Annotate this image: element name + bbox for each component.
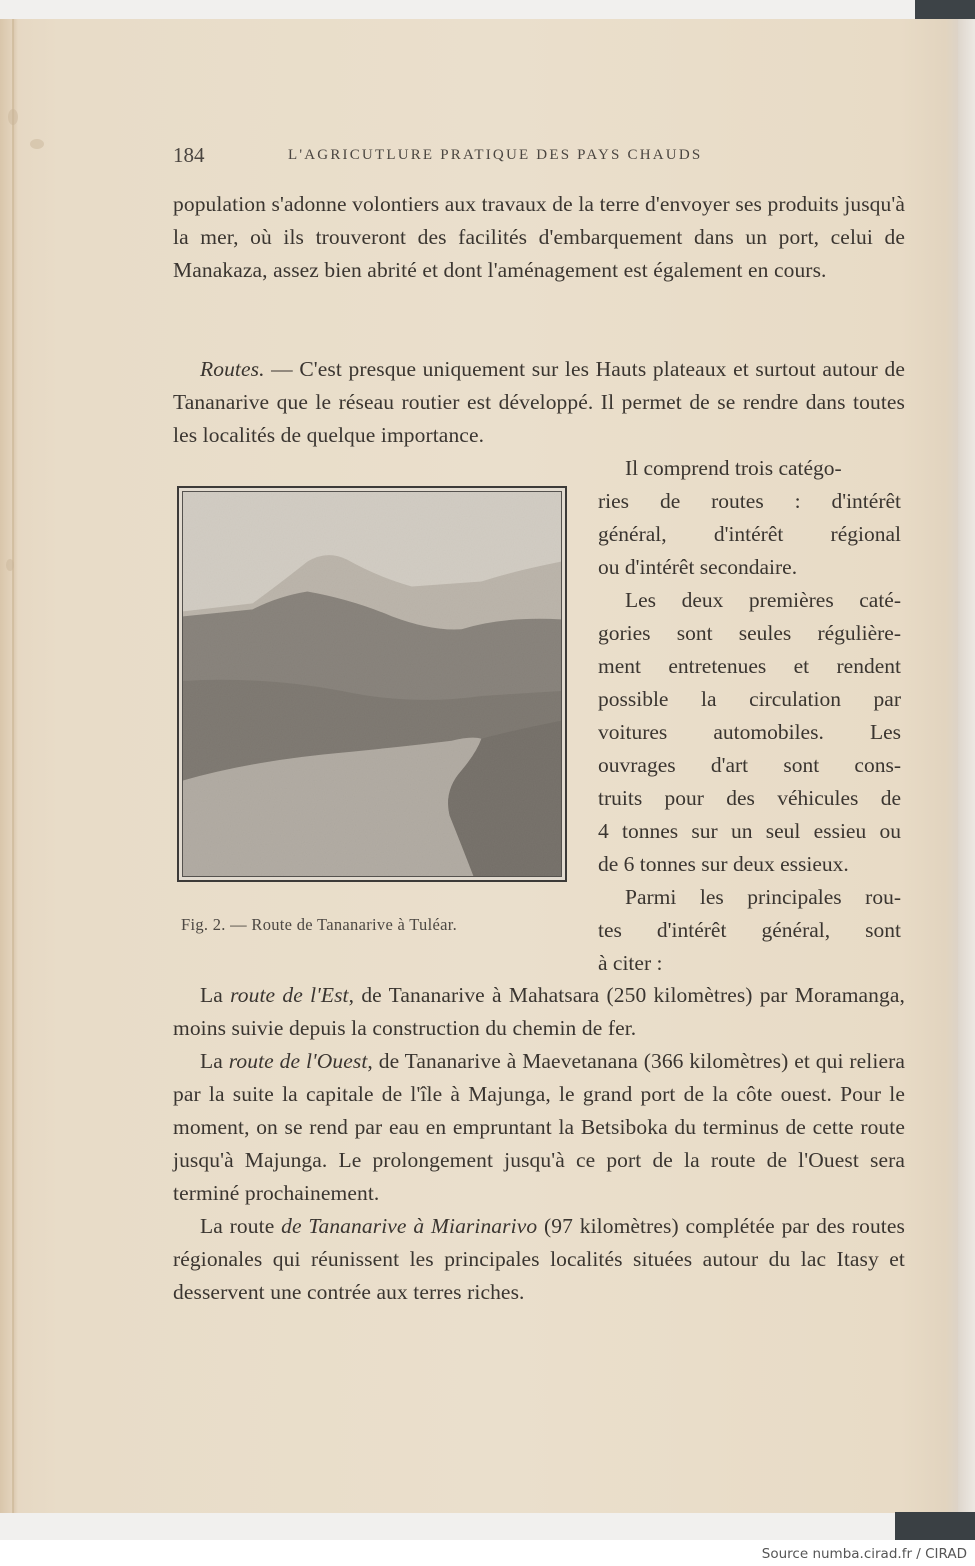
intro-text: population s'adonne volontiers aux travaux de la terre d'envoyer ses produits jusqu'à la mer, où ils trouveront des facilités d'embarquement dans un port, celui de Manakaza, assez bien abrité et dont l'aménagement est également en cours. bbox=[173, 192, 905, 282]
side-line: à citer : bbox=[598, 951, 663, 975]
paragraph-intro bbox=[173, 188, 905, 287]
miar-prefix: La route bbox=[200, 1214, 282, 1238]
side-line: truits pour des véhicules de bbox=[598, 786, 901, 810]
side-column bbox=[598, 452, 901, 980]
routes-paragraph bbox=[173, 353, 905, 452]
routes-text: — C'est presque uniquement sur les Hauts plateaux et surtout autour de Tananarive que le réseau routier est développé. Il permet de se rendre dans toutes les localités de quelque importance. bbox=[173, 357, 905, 447]
route-list bbox=[173, 979, 905, 1309]
ouest-prefix: La bbox=[200, 1049, 229, 1073]
figure-caption: Fig. 2. — Route de Tananarive à Tuléar. bbox=[181, 915, 458, 934]
route-est-name: route de l'Est bbox=[230, 983, 349, 1007]
paper-stain bbox=[30, 139, 44, 149]
side-line: tes d'intérêt général, sont bbox=[598, 918, 901, 942]
route-ouest-text: , de Tananarive à Maevetanana (366 kilomètres) et qui reliera par la suite la capitale de l'île à Majunga, le grand port de la côte ouest. Pour le moment, on se rend par eau en empruntant la Betsiboka du terminus de cette route jusqu'à Majunga. Le prolongement jusqu'à ce port de la route de l'Ouest sera terminé prochainement. bbox=[173, 1049, 905, 1205]
route-miarinarivo-name: de Tananarive à Miarinarivo bbox=[281, 1214, 538, 1238]
side-line: ou d'intérêt secondaire. bbox=[598, 555, 798, 579]
side-line: Il comprend trois catégo- bbox=[625, 456, 842, 480]
paragraph-route-est bbox=[173, 979, 905, 1045]
photo-grain bbox=[183, 492, 561, 876]
paper-stain bbox=[6, 559, 14, 571]
side-line: ment entretenues et rendent bbox=[598, 654, 901, 678]
side-line: ries de routes : d'intérêt bbox=[598, 489, 901, 513]
page-number: 184 bbox=[173, 143, 205, 167]
est-prefix: La bbox=[200, 983, 231, 1007]
side-line: voitures automobiles. Les bbox=[598, 720, 901, 744]
side-line: ouvrages d'art sont cons- bbox=[598, 753, 901, 777]
side-line: 4 tonnes sur un seul essieu ou bbox=[598, 819, 901, 843]
paragraph-routes bbox=[173, 353, 905, 452]
side-line: gories sont seules régulière- bbox=[598, 621, 901, 645]
paragraph-route-miarinarivo bbox=[173, 1210, 905, 1309]
source-credit: Source numba.cirad.fr / CIRAD bbox=[761, 1546, 967, 1562]
side-line: de 6 tonnes sur deux essieux. bbox=[598, 852, 849, 876]
running-title: L'AGRICUTLURE PRATIQUE DES PAYS CHAUDS bbox=[288, 147, 703, 163]
paper-stain bbox=[8, 109, 18, 125]
side-line: général, d'intérêt régional bbox=[598, 522, 901, 546]
running-header bbox=[173, 143, 905, 169]
figure-photo bbox=[177, 486, 567, 882]
route-est-text: , de Tananarive à Mahatsara (250 kilomètres) par Moramanga, moins suivie depuis la construction du chemin de fer. bbox=[173, 983, 905, 1040]
route-ouest-name: route de l'Ouest bbox=[228, 1049, 368, 1073]
page-edge-right bbox=[958, 19, 975, 1513]
side-line: Parmi les principales rou- bbox=[625, 885, 901, 909]
paragraph-route-ouest bbox=[173, 1045, 905, 1210]
routes-heading: Routes. bbox=[200, 357, 265, 381]
mountain-road-illustration bbox=[183, 492, 561, 876]
side-line: Les deux premières caté- bbox=[625, 588, 901, 612]
photo-frame bbox=[182, 491, 562, 877]
side-line: possible la circulation par bbox=[598, 687, 901, 711]
route-miarinarivo-text: (97 kilomètres) complétée par des routes régionales qui réunissent les principales localités situées autour du lac Itasy et desservent une contrée aux terres riches. bbox=[173, 1214, 905, 1304]
scanner-edge-bottom bbox=[895, 1512, 975, 1540]
